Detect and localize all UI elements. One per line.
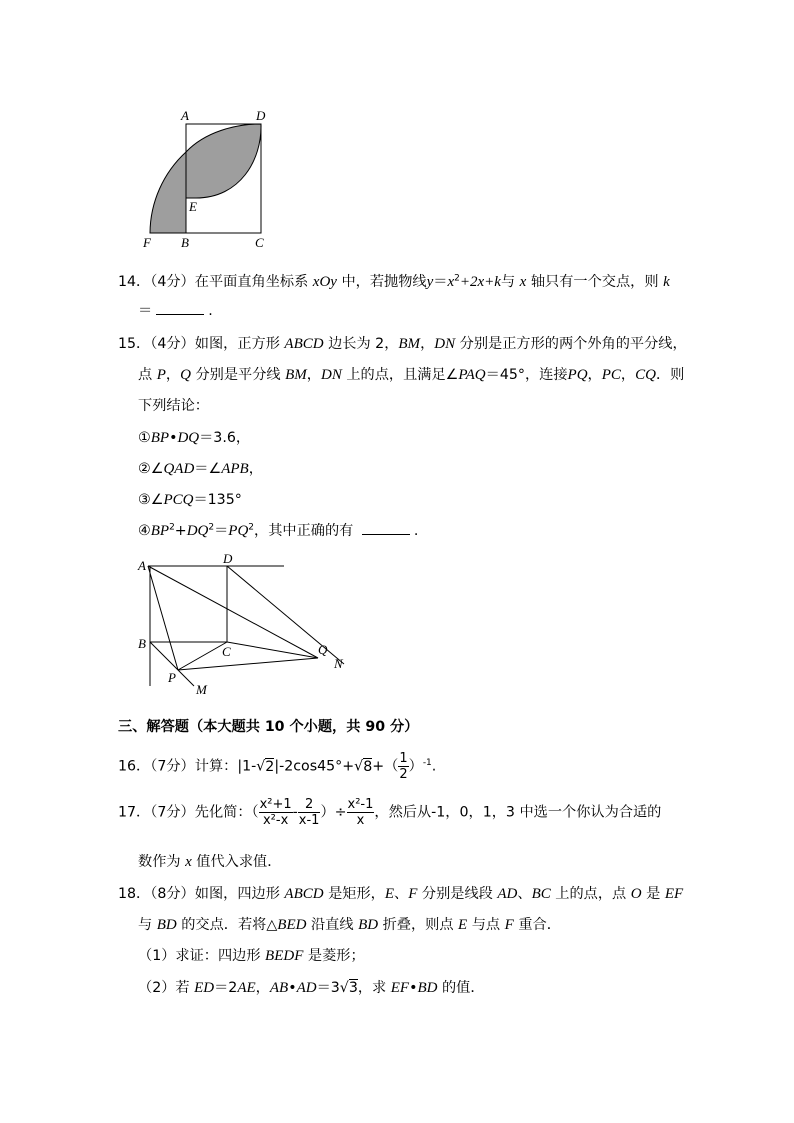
- q18-text: ，求: [357, 980, 387, 996]
- q16-score: （7分）: [150, 758, 195, 775]
- q16-text: |-2cos45°+: [274, 758, 355, 775]
- label-n: N: [334, 656, 343, 671]
- q14-eq: y: [426, 274, 434, 290]
- q15-number: 15．: [118, 336, 151, 352]
- q15-var: DN: [320, 367, 342, 383]
- label-a: A: [181, 108, 189, 123]
- q18-number: 18．: [118, 886, 151, 902]
- shaded-region-left: [150, 152, 186, 233]
- q18-var: BD: [417, 980, 438, 996]
- q14-text: 中，若抛物线: [341, 274, 427, 290]
- q18-var: BC: [531, 886, 551, 902]
- q15-text: ，: [420, 336, 435, 352]
- q18-var: ABCD: [284, 886, 324, 902]
- q16-radicand: 8: [363, 758, 373, 775]
- q15-var: QAD: [163, 461, 195, 477]
- q15-sup: 2: [248, 522, 255, 533]
- section-heading: 三、解答题（本大题共 10 个小题，共 90 分）: [118, 719, 419, 735]
- q15-text: ＝3.6，: [199, 430, 251, 446]
- q15-text: ，: [587, 367, 602, 383]
- q18-line-2: [138, 914, 561, 934]
- q16-number: 16．: [118, 758, 151, 775]
- q14-text: 轴只有一个交点，则: [530, 274, 659, 290]
- q14-text: ＝: [138, 303, 153, 319]
- q15-text: ＝135°: [193, 492, 242, 508]
- q18-text: 是: [646, 886, 661, 902]
- q14-line-1: [118, 271, 670, 291]
- label-c: C: [222, 644, 231, 659]
- q18-text: 沿直线: [310, 917, 354, 933]
- label-a: A: [138, 558, 146, 573]
- q18-var: BED: [277, 917, 307, 933]
- q14-text: 在平面直角坐标系: [194, 274, 309, 290]
- q18-line-1: [118, 883, 683, 903]
- label-e: E: [189, 199, 197, 214]
- q18-radicand: 3: [348, 980, 358, 996]
- q16-text: +（: [372, 758, 399, 775]
- segment-aq: [148, 566, 318, 658]
- q18-part-2: [138, 977, 485, 997]
- q18-text: （1）求证：四边形: [138, 948, 261, 964]
- q18-var: F: [408, 886, 418, 902]
- q15-text: ，其中正确的有: [254, 523, 354, 539]
- q18-text: •: [409, 980, 418, 996]
- q15-text: ，: [248, 461, 263, 477]
- q18-text: 的交点．若将△: [181, 917, 278, 933]
- figure-q13: [135, 105, 285, 253]
- sqrt-sign: √: [256, 758, 266, 775]
- q15-conclusion-1: [138, 427, 250, 447]
- q15-text: ＝: [214, 523, 229, 539]
- q15-var: DQ: [177, 430, 200, 446]
- q15-text: .: [413, 523, 419, 539]
- q14-k: k: [663, 274, 670, 290]
- q15-line-3: [138, 395, 209, 415]
- shaded-region-leaf: [186, 124, 261, 198]
- q17-text: 数作为: [138, 854, 181, 870]
- q15-var: DN: [434, 336, 456, 352]
- q18-text: 重合．: [518, 917, 561, 933]
- q15-var: ABCD: [284, 336, 324, 352]
- segment-pc: [178, 642, 227, 670]
- q18-var: BEDF: [265, 948, 304, 964]
- q18-var: AD: [296, 980, 317, 996]
- label-d: D: [223, 551, 233, 566]
- q14-line-2: [138, 300, 213, 320]
- q15-text: ②∠: [138, 461, 164, 477]
- q15-line-2: [138, 364, 684, 384]
- q15-var: BM: [285, 367, 307, 383]
- q15-var: BP: [150, 523, 170, 539]
- label-c: C: [255, 235, 264, 250]
- label-b: B: [138, 636, 146, 651]
- q15-var: PC: [601, 367, 621, 383]
- q15-text: ③∠: [138, 492, 164, 508]
- q18-text: •: [288, 980, 297, 996]
- q18-text: ＝3: [316, 980, 340, 996]
- q15-var: BP: [150, 430, 170, 446]
- q18-var: EF: [664, 886, 684, 902]
- q14-answer-blank: [156, 302, 204, 315]
- q17-text: ）÷: [320, 804, 347, 821]
- figure-q15: [133, 548, 353, 700]
- q15-text: •: [169, 430, 178, 446]
- q18-score: （8分）: [150, 886, 195, 902]
- q18-text: ，: [255, 980, 270, 996]
- q18-var: O: [630, 886, 642, 902]
- label-q: Q: [318, 642, 328, 657]
- label-b: B: [181, 235, 189, 250]
- q15-text: 如图，正方形: [194, 336, 280, 352]
- q17-fraction-2: $\frac{2}{x-1}$: [298, 797, 320, 828]
- q18-var: AB: [269, 980, 289, 996]
- q16-text: 计算：|1-: [194, 758, 257, 775]
- q18-var: F: [504, 917, 514, 933]
- q15-var: Q: [180, 367, 191, 383]
- q15-text: 分别是平分线: [195, 367, 281, 383]
- q15-var: PQ: [567, 367, 588, 383]
- q15-text: ，: [620, 367, 636, 383]
- q18-var: BD: [358, 917, 379, 933]
- q18-text: 如图，四边形: [194, 886, 280, 902]
- q16-line: [118, 751, 436, 782]
- q15-var: P: [156, 367, 166, 383]
- q15-var: PAQ: [458, 367, 486, 383]
- q16-text: ）: [408, 758, 423, 775]
- q15-var: DQ: [186, 523, 209, 539]
- segment-cq: [227, 642, 318, 658]
- q18-var: AE: [237, 980, 256, 996]
- q17-text: 值代入求值．: [196, 854, 282, 870]
- q15-var: BM: [398, 336, 421, 352]
- q14-text: 与: [500, 274, 516, 290]
- q18-var: E: [458, 917, 468, 933]
- sqrt-sign: √: [354, 758, 364, 775]
- q18-text: 、: [394, 886, 409, 902]
- q17-fraction-3: $\frac{\text{x²-1}}{x}$: [347, 797, 374, 828]
- q15-text: ＝45°，连接: [485, 367, 568, 383]
- q15-conclusion-2: [138, 458, 263, 478]
- q14-x: x: [519, 274, 527, 290]
- q14-score: （4分）: [150, 274, 195, 290]
- q15-text: 分别是正方形的两个外角的平分线，: [459, 336, 687, 352]
- q15-sup: 2: [169, 522, 175, 533]
- q18-text: 是矩形，: [328, 886, 385, 902]
- q15-var: PQ: [228, 523, 249, 539]
- q15-score: （4分）: [150, 336, 195, 352]
- segment-pq: [178, 658, 318, 670]
- q17-fraction-1: $\frac{\text{x²+1}}{\text{x²-x}}$: [259, 797, 292, 828]
- q16-fraction: $\frac{1}{2}$: [399, 751, 408, 782]
- q15-text: ．则: [655, 367, 685, 383]
- q18-text: 分别是线段: [421, 886, 493, 902]
- label-p: P: [168, 670, 176, 685]
- q16-text: .: [431, 758, 437, 775]
- q14-eq: 2: [454, 273, 460, 284]
- q17-number: 17．: [118, 804, 151, 821]
- q14-coord: xOy: [312, 274, 337, 290]
- q18-text: 的值．: [441, 980, 485, 996]
- q15-text: ＝∠: [194, 461, 222, 477]
- q15-text: 下列结论：: [138, 398, 209, 414]
- q18-part-1: [138, 945, 365, 965]
- q14-number: 14．: [118, 274, 151, 290]
- sqrt-sign: √: [339, 980, 349, 996]
- q18-var: AD: [497, 886, 518, 902]
- q15-text: ④: [138, 523, 151, 539]
- q17-text: 先化简：（: [194, 804, 259, 821]
- label-m: M: [196, 682, 207, 697]
- q15-answer-blank: [362, 522, 410, 535]
- label-f: F: [143, 235, 151, 250]
- q17-line-1: [118, 797, 661, 828]
- q15-text: ，: [165, 367, 181, 383]
- q15-text: ，: [306, 367, 321, 383]
- q15-line-1: [118, 333, 687, 353]
- q17-line-2: [138, 851, 281, 871]
- q18-text: （2）若: [138, 980, 190, 996]
- q18-var: E: [384, 886, 395, 902]
- q18-text: ＝2: [214, 980, 238, 996]
- q15-text: 上的点，且满足∠: [346, 367, 459, 383]
- q14-eq: ＝: [433, 274, 448, 290]
- q16-radicand: 2: [265, 758, 275, 775]
- q18-var: EF: [390, 980, 410, 996]
- q15-text: 点: [138, 367, 153, 383]
- q14-eq: x: [447, 274, 455, 290]
- q15-conclusion-4: [138, 520, 418, 540]
- q15-text: +: [174, 523, 187, 539]
- q14-eq: +2x+k: [459, 274, 501, 290]
- q17-text: ，然后从-1，0，1，3 中选一个你认为合适的: [374, 804, 662, 821]
- q15-var: PCQ: [163, 492, 194, 508]
- q15-var: APB: [221, 461, 249, 477]
- q16-exponent: -1: [422, 757, 432, 768]
- q15-text: 边长为 2，: [328, 336, 399, 352]
- q18-var: BD: [156, 917, 177, 933]
- q15-var: CQ: [635, 367, 656, 383]
- q18-text: 上的点，点: [555, 886, 627, 902]
- q14-text: .: [208, 303, 213, 319]
- q18-text: 折叠，则点: [382, 917, 454, 933]
- q18-text: 与: [138, 917, 153, 933]
- q15-text: ①: [138, 430, 151, 446]
- q17-score: （7分）: [150, 804, 195, 821]
- label-d: D: [256, 108, 266, 123]
- q18-text: 、: [517, 886, 532, 902]
- q18-text: 与点: [471, 917, 501, 933]
- q18-text: 是菱形；: [307, 948, 365, 964]
- q18-var: ED: [194, 980, 215, 996]
- q15-sup: 2: [208, 522, 215, 533]
- q15-conclusion-3: [138, 489, 242, 509]
- q17-var: x: [185, 854, 192, 870]
- q17-text: -: [292, 804, 298, 821]
